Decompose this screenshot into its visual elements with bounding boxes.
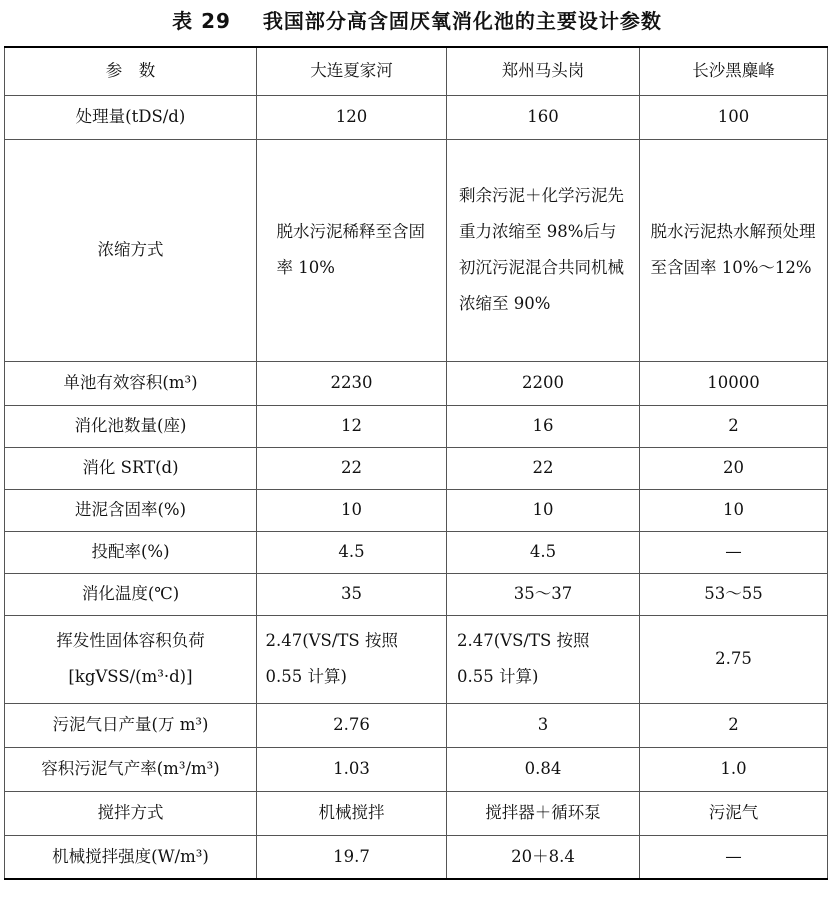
param-cell: 容积污泥气产率(m³/m³) (5, 747, 257, 791)
value-text: 剩余污泥＋化学污泥先重力浓缩至 98%后与初沉污泥混合共同机械浓缩至 90% (458, 186, 624, 313)
value-cell: 20 (640, 447, 828, 489)
value-cell: 10 (446, 489, 639, 531)
value-cell: 20＋8.4 (446, 835, 639, 879)
value-cell: 100 (640, 95, 828, 139)
value-cell: 16 (446, 405, 639, 447)
value-cell (256, 139, 446, 361)
table-row (5, 489, 828, 531)
table-row (5, 405, 828, 447)
param-cell: 消化 SRT(d) (5, 447, 257, 489)
value-cell: 35 (256, 573, 446, 615)
value-cell: 1.0 (640, 747, 828, 791)
table-row (5, 791, 828, 835)
value-text: 2.47(VS/TS 按照 0.55 计算) (265, 631, 398, 686)
value-cell (446, 615, 639, 703)
param-cell: 机械搅拌强度(W/m³) (5, 835, 257, 879)
param-cell: 单池有效容积(m³) (5, 361, 257, 405)
value-cell: 2 (640, 405, 828, 447)
value-text: 脱水污泥热水解预处理至含固率 10%～12% (650, 222, 816, 277)
table-row (5, 703, 828, 747)
table-row (5, 531, 828, 573)
table-row (5, 139, 828, 361)
value-cell: 35～37 (446, 573, 639, 615)
value-cell: 19.7 (256, 835, 446, 879)
param-cell: 处理量(tDS/d) (5, 95, 257, 139)
value-cell: 22 (446, 447, 639, 489)
value-cell: 3 (446, 703, 639, 747)
value-cell: 污泥气 (640, 791, 828, 835)
value-cell: 2200 (446, 361, 639, 405)
table-number: 表 29 (172, 9, 231, 33)
param-cell: 搅拌方式 (5, 791, 257, 835)
value-cell: 53～55 (640, 573, 828, 615)
value-cell: 2230 (256, 361, 446, 405)
header-dalian: 大连夏家河 (256, 47, 446, 95)
param-cell: 浓缩方式 (5, 139, 257, 361)
parameters-table (4, 46, 828, 880)
value-cell: 10 (256, 489, 446, 531)
table-row (5, 361, 828, 405)
value-cell: 0.84 (446, 747, 639, 791)
table-row (5, 95, 828, 139)
value-cell: 搅拌器＋循环泵 (446, 791, 639, 835)
table-caption: 我国部分高含固厌氧消化池的主要设计参数 (262, 9, 662, 33)
value-text: 2.47(VS/TS 按照 0.55 计算) (456, 631, 590, 686)
param-cell: 消化温度(℃) (5, 573, 257, 615)
value-cell (446, 139, 639, 361)
table-row (5, 447, 828, 489)
header-row (5, 47, 828, 95)
value-cell (640, 139, 828, 361)
value-cell: 机械搅拌 (256, 791, 446, 835)
param-cell: 投配率(%) (5, 531, 257, 573)
value-cell: — (640, 835, 828, 879)
param-cell: 污泥气日产量(万 m³) (5, 703, 257, 747)
value-cell: 160 (446, 95, 639, 139)
value-cell: 2.75 (640, 615, 828, 703)
value-cell: 120 (256, 95, 446, 139)
header-parameter: 参 数 (5, 47, 257, 95)
header-zhengzhou: 郑州马头岗 (446, 47, 639, 95)
value-cell: 2 (640, 703, 828, 747)
param-cell (5, 615, 257, 703)
value-cell: 2.76 (256, 703, 446, 747)
header-changsha: 长沙黑麋峰 (640, 47, 828, 95)
param-cell: 进泥含固率(%) (5, 489, 257, 531)
value-cell: — (640, 531, 828, 573)
table-row (5, 835, 828, 879)
value-text: 脱水污泥稀释至含固率 10% (276, 222, 425, 277)
value-cell: 1.03 (256, 747, 446, 791)
value-cell: 12 (256, 405, 446, 447)
value-cell (256, 615, 446, 703)
param-cell: 消化池数量(座) (5, 405, 257, 447)
table-row (5, 615, 828, 703)
param-text: 挥发性固体容积负荷[kgVSS/(m³·d)] (56, 631, 205, 686)
table-row (5, 573, 828, 615)
value-cell: 4.5 (256, 531, 446, 573)
value-cell: 10 (640, 489, 828, 531)
value-cell: 22 (256, 447, 446, 489)
value-cell: 4.5 (446, 531, 639, 573)
table-row (5, 747, 828, 791)
table-title (0, 4, 834, 38)
value-cell: 10000 (640, 361, 828, 405)
